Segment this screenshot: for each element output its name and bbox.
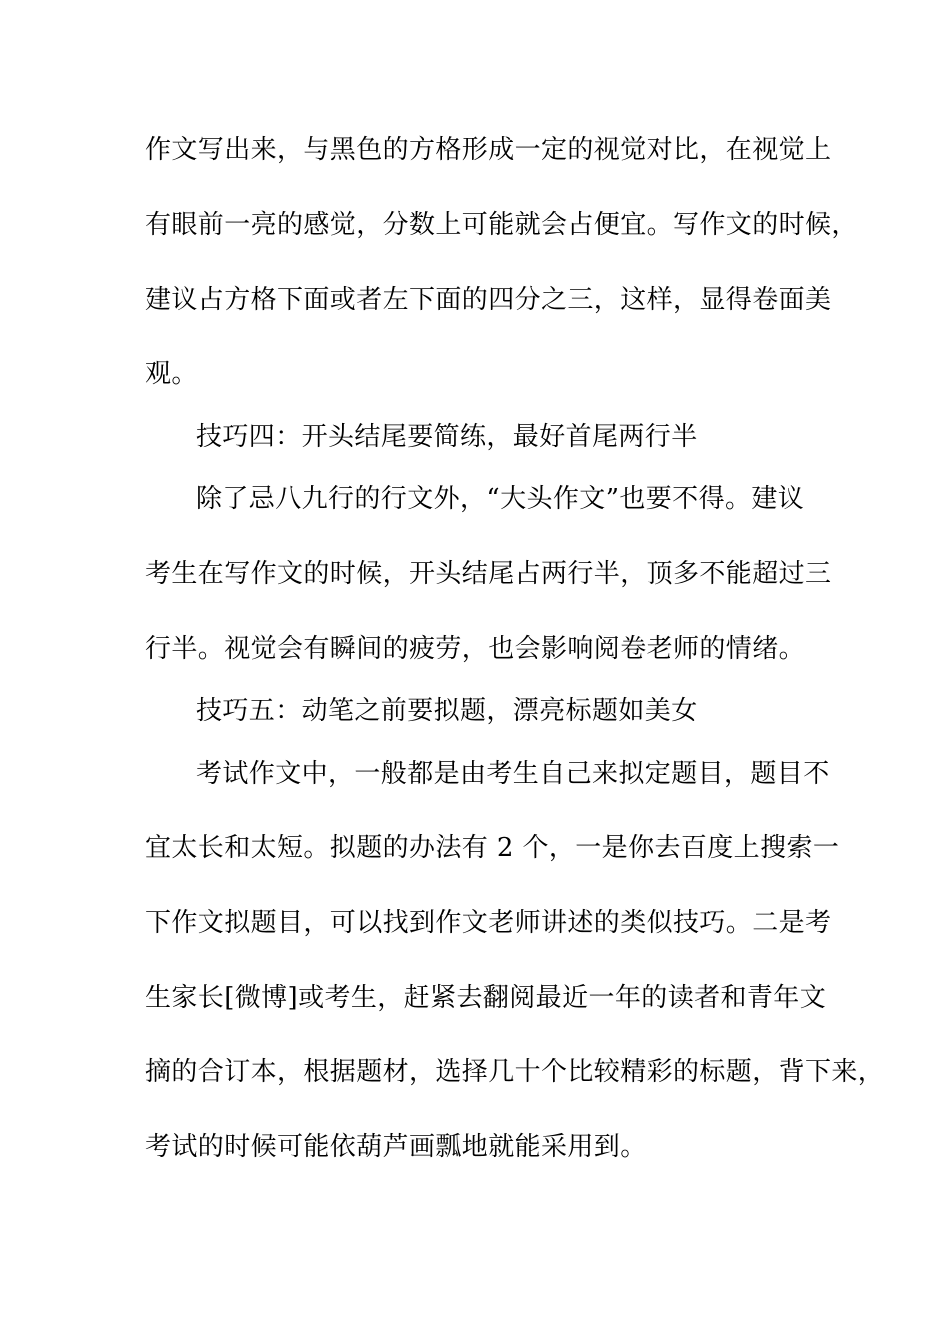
body-line: 有眼前一亮的感觉，分数上可能就会占便宜。写作文的时候， [145,210,858,240]
body-line: 观。 [145,359,198,389]
body-line: 作文写出来，与黑色的方格形成一定的视觉对比，在视觉上 [145,135,832,165]
body-line: 摘的合订本，根据题材，选择几十个比较精彩的标题，背下来， [145,1057,885,1087]
body-line: 考生在写作文的时候，开头结尾占两行半，顶多不能超过三 [145,559,832,589]
body-line: 下作文拟题目，可以找到作文老师讲述的类似技巧。二是考 [145,908,832,938]
paragraph-first-line: 除了忌八九行的行文外，“大头作文”也要不得。建议 [196,484,805,514]
body-line: 生家长[微博]或考生，赶紧去翻阅最近一年的读者和青年文 [145,983,827,1013]
body-line: 建议占方格下面或者左下面的四分之三，这样，显得卷面美 [145,285,832,315]
body-line: 行半。视觉会有瞬间的疲劳，也会影响阅卷老师的情绪。 [145,634,806,664]
paragraph-first-line: 考试作文中，一般都是由考生自己来拟定题目，题目不 [196,759,830,789]
body-line: 考试的时候可能依葫芦画瓢地就能采用到。 [145,1132,647,1162]
section-heading-tip-four: 技巧四：开头结尾要简练，最好首尾两行半 [196,422,698,452]
body-line: 宜太长和太短。拟题的办法有 2 个，一是你去百度上搜索一 [145,833,840,863]
section-heading-tip-five: 技巧五：动笔之前要拟题，漂亮标题如美女 [196,696,698,726]
